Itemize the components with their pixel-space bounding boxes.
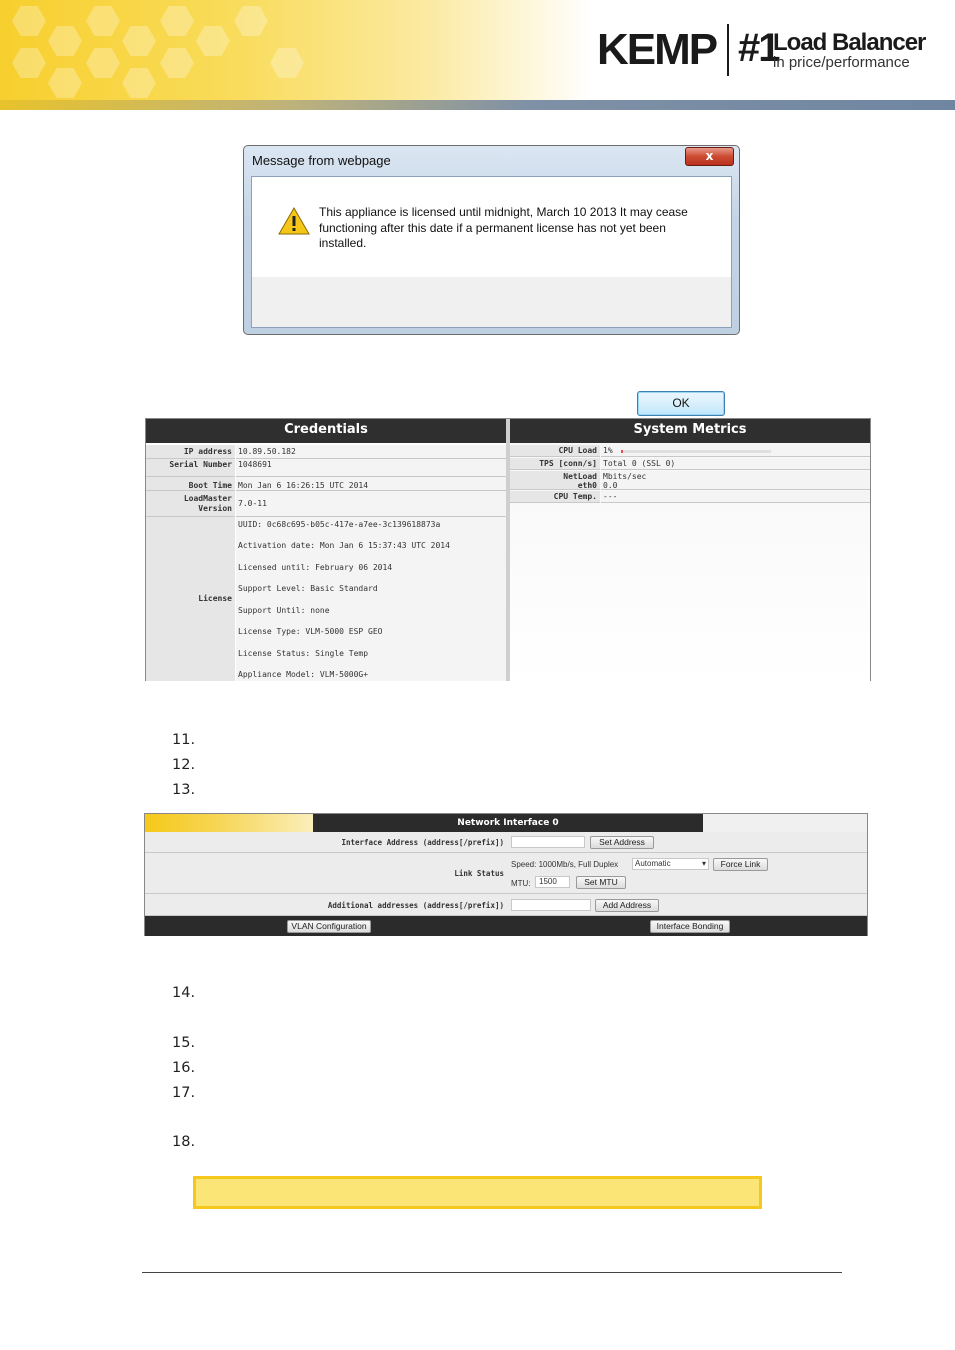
cpu-temp-value: --- <box>601 491 870 503</box>
cpu-temp-label: CPU Temp. <box>510 491 600 503</box>
dialog-title: Message from webpage <box>252 153 391 168</box>
list-item-number: 18. <box>172 1134 196 1150</box>
additional-addresses-row <box>145 895 867 916</box>
list-item-number: 15. <box>172 1035 196 1051</box>
boot-time-value: Mon Jan 6 16:26:15 UTC 2014 <box>236 477 506 491</box>
serial-number-label: Serial Number <box>146 459 235 477</box>
credentials-table <box>146 443 506 681</box>
network-interface-panel <box>144 813 868 936</box>
license-support-level: Support Level: Basic Standard <box>238 584 378 593</box>
license-uuid: UUID: 0c68c695-b05c-417e-a7ee-3c139618873a <box>238 520 441 529</box>
vlan-configuration-button[interactable]: VLAN Configuration <box>287 920 371 933</box>
cpu-load-fill <box>621 450 623 453</box>
hex-decoration <box>48 68 82 98</box>
speed-select[interactable] <box>632 858 709 870</box>
credentials-title: Credentials <box>146 419 506 443</box>
eth0-label: eth0 <box>577 481 597 490</box>
ip-address-label: IP address <box>146 445 235 459</box>
list-item-number: 12. <box>172 757 196 773</box>
hex-decoration <box>234 6 268 36</box>
ok-button[interactable]: OK <box>637 391 725 416</box>
system-metrics-title: System Metrics <box>510 419 870 443</box>
additional-addresses-label: Additional addresses (address[/prefix]) <box>327 901 504 910</box>
hex-decoration <box>270 48 304 78</box>
speed-text: Speed: 1000Mb/s, Full Duplex <box>511 860 619 869</box>
serial-number-value: 1048691 <box>236 459 506 477</box>
hex-decoration <box>12 48 46 78</box>
speed-select-value: Automatic <box>635 859 671 868</box>
license-details <box>236 517 506 681</box>
logo-separator <box>727 24 729 76</box>
header-right-area <box>703 814 867 832</box>
loadmaster-version-value: 7.0-11 <box>236 491 506 517</box>
list-item-number: 11. <box>172 732 196 748</box>
kemp-logo: KEMP <box>597 25 717 74</box>
mtu-label: MTU: <box>511 879 531 888</box>
page-header <box>0 0 955 110</box>
warning-icon <box>278 207 310 235</box>
note-box <box>193 1176 762 1209</box>
ip-address-value: 10.89.50.182 <box>236 445 506 459</box>
appliance-model: Appliance Model: VLM-5000G+ <box>238 670 369 679</box>
list-item-number: 13. <box>172 782 196 798</box>
set-mtu-button[interactable]: Set MTU <box>576 876 626 889</box>
hex-decoration <box>160 6 194 36</box>
hex-decoration <box>122 26 156 56</box>
netload-label-text: NetLoad <box>563 472 597 481</box>
license-until: Licensed until: February 06 2014 <box>238 563 393 572</box>
additional-address-input[interactable] <box>511 899 591 911</box>
set-address-button[interactable]: Set Address <box>590 836 654 849</box>
list-item-number: 16. <box>172 1060 196 1076</box>
hex-decoration <box>86 48 120 78</box>
message-dialog <box>243 145 740 410</box>
header-stripe <box>0 100 955 110</box>
hex-decoration <box>160 48 194 78</box>
eth0-value: 0.0 <box>603 481 618 490</box>
dialog-message: This appliance is licensed until midnight, March 10 2013 It may cease functioning after this date if a permanent license has not yet been installed. <box>319 205 688 250</box>
footer-rule <box>142 1272 842 1273</box>
interface-address-label: Interface Address (address[/prefix]) <box>341 838 504 847</box>
netload-label <box>510 471 600 490</box>
license-status: License Status: Single Temp <box>238 649 369 658</box>
tagline-main: Load Balancer <box>773 29 926 56</box>
chevron-down-icon: ▾ <box>701 859 706 868</box>
license-support-until: Support Until: none <box>238 606 330 615</box>
hex-decoration <box>12 6 46 36</box>
cpu-load-label: CPU Load <box>510 445 600 457</box>
hex-decoration <box>196 26 230 56</box>
netload-values <box>601 471 870 490</box>
interface-address-row <box>145 832 867 853</box>
license-type: License Type: VLM-5000 ESP GEO <box>238 627 383 636</box>
network-interface-title: Network Interface 0 <box>457 818 559 828</box>
interface-address-input[interactable] <box>511 836 585 848</box>
force-link-button[interactable]: Force Link <box>713 858 768 871</box>
network-interface-footer <box>145 916 867 936</box>
license-label: License <box>146 517 235 681</box>
cpu-load-row <box>601 445 870 457</box>
add-address-button[interactable]: Add Address <box>595 899 659 912</box>
cpu-load-bar <box>621 450 771 453</box>
hex-decoration <box>86 6 120 36</box>
dialog-body <box>251 176 732 410</box>
tps-label: TPS [conn/s] <box>510 458 600 470</box>
netload-unit: Mbits/sec <box>603 472 647 481</box>
status-panel <box>145 418 871 681</box>
rank-text: #1 <box>738 26 779 70</box>
list-item-number: 14. <box>172 985 196 1001</box>
hex-decoration <box>48 26 82 56</box>
hex-decoration <box>122 68 156 98</box>
system-metrics-table <box>510 443 870 681</box>
list-item-number: 17. <box>172 1085 196 1101</box>
link-status-row <box>145 854 867 894</box>
license-activation-date: Activation date: Mon Jan 6 15:37:43 UTC 2014 <box>238 541 450 550</box>
mtu-input[interactable]: 1500 <box>535 876 570 888</box>
tagline-sub: in price/performance <box>773 54 910 71</box>
network-interface-header <box>145 814 867 832</box>
header-gradient <box>145 814 313 832</box>
dialog-close-button[interactable]: x <box>685 147 734 166</box>
link-status-label: Link Status <box>454 869 504 878</box>
tps-value: Total 0 (SSL 0) <box>601 458 870 470</box>
loadmaster-version-label: LoadMaster Version <box>146 491 235 517</box>
dialog-footer <box>252 277 731 410</box>
cpu-load-value: 1% <box>603 446 613 455</box>
boot-time-label: Boot Time <box>146 477 235 491</box>
interface-bonding-button[interactable]: Interface Bonding <box>650 920 730 933</box>
